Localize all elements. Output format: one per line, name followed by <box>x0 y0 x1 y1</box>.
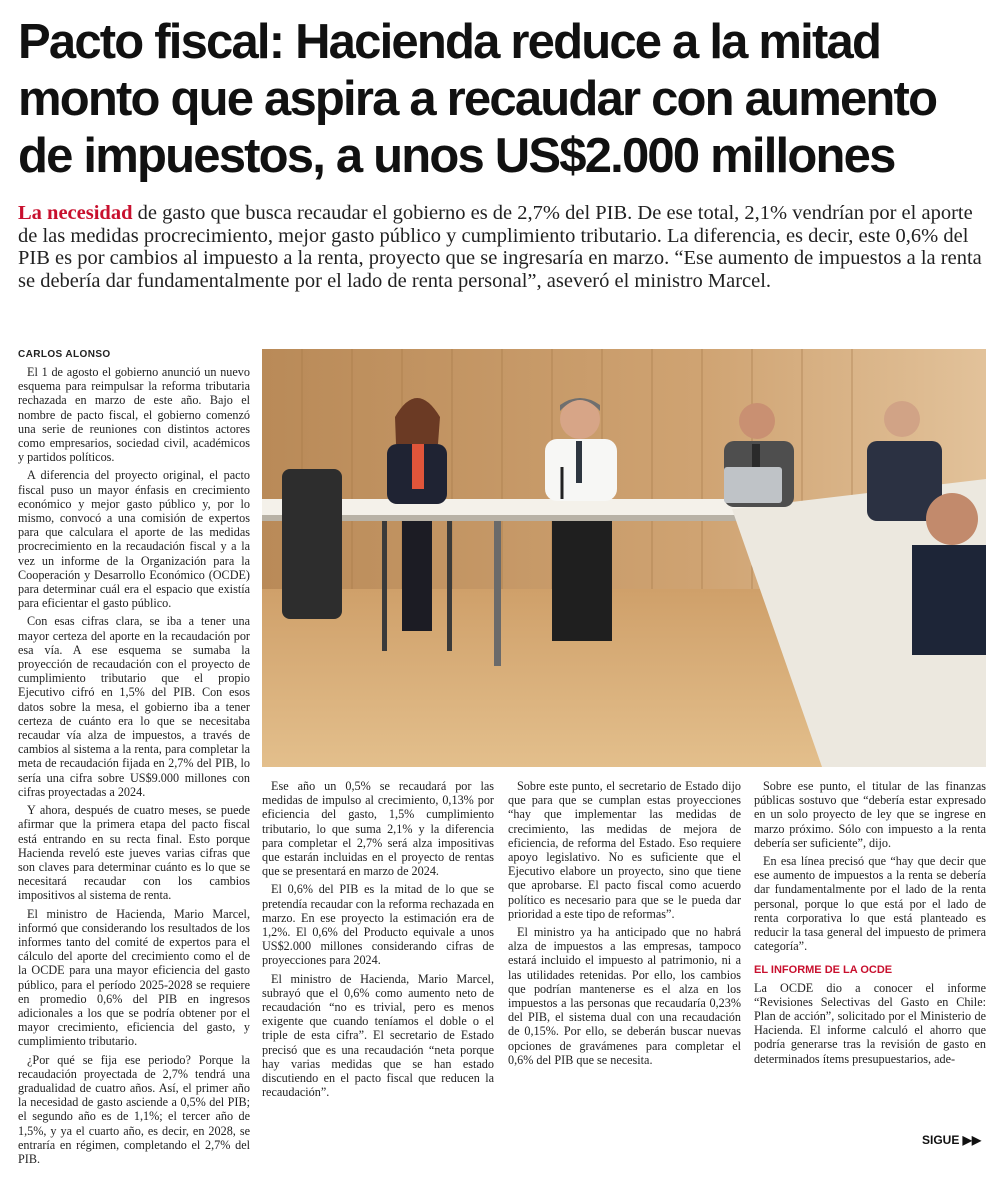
continue-link[interactable]: SIGUE ▶▶ <box>922 1133 982 1147</box>
paragraph: Con esas cifras clara, se iba a tener una mayor certeza del aporte en la recaudación por esa vía. A ese esquema se sumaba la proyección de recaudación con el proyecto de cumplimiento tributario que el propio Ejecutivo cifró en 1,5% del PIB. Con esos datos sobre la mesa, el gobierno iba a tener certeza de cuánto era lo que se necesitaba recaudar vía alza de impuestos, a través de cambios al sistema a la renta, para completar la meta de recaudación fijada en 2,7% del PIB, lo sería una cifra sobre US$9.000 millones con cifras proyectadas a 2024. <box>18 614 250 799</box>
lede-text: de gasto que busca recaudar el gobierno es de 2,7% del PIB. De ese total, 2,1% vendrían por el aporte de las medidas procrecimiento, mejor gasto público y cumplimiento tributario. La diferencia, es decir, este 0,6% del PIB es por cambios al impuesto a la renta, proyecto que se ingresaría en marzo. “Ese aumento de impuestos a la renta se debería dar fundamentalmente por el lado de renta personal”, aseveró el ministro Marcel. <box>18 202 982 292</box>
meeting-photo-illustration <box>262 349 986 767</box>
paragraph: Sobre ese punto, el titular de las finanzas públicas sostuvo que “debería estar expresado en un solo proyecto de ley que se ingrese en marzo próximo. Sólo con impuesto a la renta debería ser suficiente”, dijo. <box>754 779 986 850</box>
lede-accent: La necesidad <box>18 202 133 224</box>
paragraph: La OCDE dio a conocer el informe “Revisiones Selectivas del Gasto en Chile: Plan de acción”, solicitado por el Ministerio de Hacienda. El informe calculó el ahorro que podría generarse tras la revisión de gasto en determinados ítems presupuestarios, ade- <box>754 980 986 1066</box>
article-column-3 <box>508 779 741 1149</box>
paragraph: En esa línea precisó que “hay que decir que ese aumento de impuestos a la renta se debería dar fundamentalmente por el lado de la renta personal, porque lo que está por el lado de renta corporativa lo que está planteado es reducir la tasa general del impuesto de primera categoría”. <box>754 854 986 954</box>
subhead: EL INFORME DE LA OCDE <box>754 964 893 977</box>
paragraph: El 1 de agosto el gobierno anunció un nuevo esquema para reimpulsar la reforma tributaria rechazada en marzo de este año. Bajo el nombre de pacto fiscal, el gobierno comenzó una serie de reuniones con distintos actores como empresarios, sociedad civil, académicos y partidos políticos. <box>18 365 250 465</box>
headline: Pacto fiscal: Hacienda reduce a la mitad monto que aspira a recaudar con aumento de impuestos, a unos US$2.000 millones <box>18 15 937 183</box>
paragraph: El ministro ya ha anticipado que no habrá alza de impuestos a las empresas, tampoco estará incluido el impuesto al patrimonio, ni a las utilidades retenidas. Por ello, los cambios que podrían mantenerse es el alza en los impuestos a las personas que recaudaría 0,23% del PIB, el sistema dual con una recaudación de 0,15%. Por ello, se deberán buscar nuevas opciones de gravámenes para completar el 0,6% del PIB que se necesita. <box>508 925 741 1067</box>
lede <box>18 202 984 292</box>
article-column-2 <box>262 779 494 1149</box>
paragraph: Sobre este punto, el secretario de Estado dijo que para que se cumplan estas proyecciones “hay que implementar las medidas de crecimiento, las medidas de mejora de eficiencia, de reforma del Estado. Eso requiere apoyo legislativo. No es suficiente que el Ejecutivo elabore un proyecto, sino que tiene que aprobarse. El pacto fiscal como acuerdo político es necesario para que se le pueda dar prioridad a este tipo de reformas”. <box>508 779 741 921</box>
chair <box>282 469 342 619</box>
paragraph: A diferencia del proyecto original, el pacto fiscal puso un mayor énfasis en crecimiento económico y mejor gasto público y, por lo mismo, convocó a una comisión de expertos para que calculara el aporte de las medidas procrecimiento en la recaudación fiscal y a la vez un informe de la Organización para la Cooperación y Desarrollo Económico (OCDE) para determinar cuál era el espacio que existía para eficientar el gasto público. <box>18 468 250 611</box>
byline: CARLOS ALONSO <box>18 349 111 360</box>
laptop <box>724 467 782 503</box>
article-photo <box>262 349 986 767</box>
paragraph: Y ahora, después de cuatro meses, se puede afirmar que la primera etapa del pacto fiscal está entrando en su recta final. Esto porque Hacienda reveló este jueves varias cifras que son claves para determinar cuánto es lo que se necesitará recaudar con los cambios impositivos al sistema de renta. <box>18 803 250 903</box>
paragraph: El ministro de Hacienda, Mario Marcel, subrayó que el 0,6% como aumento neto de recaudación “no es trivial, pero es menos exigente que cuando teníamos el doble o el triple de esta cifra”. El secretario de Estado precisó que es una recaudación “neta porque hay varias medidas que se han estado discutiendo en el pacto fiscal que reducen la recaudación”. <box>262 971 494 1100</box>
paragraph: El 0,6% del PIB es la mitad de lo que se pretendía recaudar con la reforma rechazada en marzo. En ese proyecto la estimación era de 1,2%. El 0,6% del Producto equivale a unos US$2.000 millones considerando cifras de proyecciones para 2024. <box>262 882 494 968</box>
article-column-1 <box>18 365 250 1166</box>
article-column-4 <box>754 779 986 1119</box>
paragraph: ¿Por qué se fija ese periodo? Porque la recaudación proyectada de 2,7% tendrá una gradualidad de cuatro años. Así, el primer año la necesidad de gasto asciende a 0,5% del PIB; el segundo año es de 1,1%; el tercer año de 1,5%, y ya el cuarto año, es decir, en 2028, se entraría en régimen, completando el 2,7% del PIB. <box>18 1052 250 1166</box>
paragraph: Ese año un 0,5% se recaudará por las medidas de impulso al crecimiento, 0,13% por eficiencia del gasto, 1,5% cumplimiento tributario, lo que suma 2,1% y la diferencia para completar el 2,7% será alza impositivas que estarán incluidas en el proyecto de rentas que se presentará en marzo de 2024. <box>262 779 494 879</box>
paragraph: El ministro de Hacienda, Mario Marcel, informó que considerando los resultados de los informes tanto del comité de expertos para el cálculo del aporte del crecimiento como el de la OCDE para una mayor eficiencia del gasto público, para el período 2025-2028 se requiere en promedio 0,6% del PIB en ingresos adicionales a los que se podría obtener por el mayor crecimiento, eficiencia del gasto, y cumplimiento tributario. <box>18 906 250 1049</box>
table-leg <box>494 521 501 666</box>
